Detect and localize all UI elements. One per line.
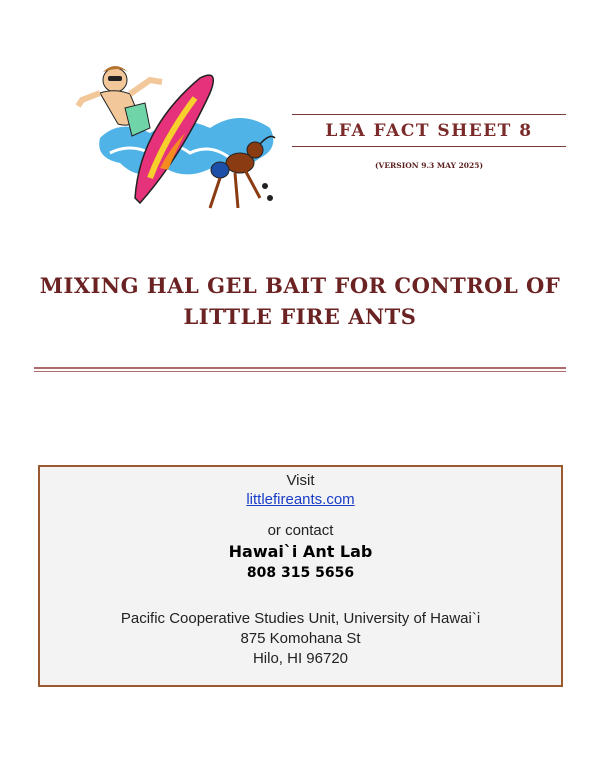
or-contact-label: or contact bbox=[267, 522, 334, 539]
surfer-and-ant-cartoon-icon bbox=[70, 58, 285, 218]
organization-name: Pacific Cooperative Studies Unit, University of Hawai`i bbox=[120, 610, 481, 627]
document-title-line-1: MIXING HAL GEL BAIT FOR CONTROL OF bbox=[39, 273, 561, 298]
lab-name: Hawai`i Ant Lab bbox=[228, 542, 373, 561]
phone-number: 808 315 5656 bbox=[246, 565, 355, 581]
header-rule-bottom bbox=[292, 146, 566, 147]
document-title-line-2: LITTLE FIRE ANTS bbox=[183, 304, 417, 329]
website-link[interactable]: littlefireants.com bbox=[246, 491, 355, 508]
fact-sheet-title: LFA FACT SHEET 8 bbox=[325, 121, 533, 141]
fact-sheet-header bbox=[292, 114, 566, 170]
title-divider-thin bbox=[34, 371, 566, 372]
version-label: (VERSION 9.3 MAY 2025) bbox=[374, 161, 484, 170]
city-address: Hilo, HI 96720 bbox=[252, 650, 349, 667]
street-address: 875 Komohana St bbox=[240, 630, 361, 647]
title-divider-thick bbox=[34, 367, 566, 369]
contact-box bbox=[38, 465, 563, 687]
visit-label: Visit bbox=[286, 472, 315, 489]
document-title bbox=[20, 270, 580, 332]
